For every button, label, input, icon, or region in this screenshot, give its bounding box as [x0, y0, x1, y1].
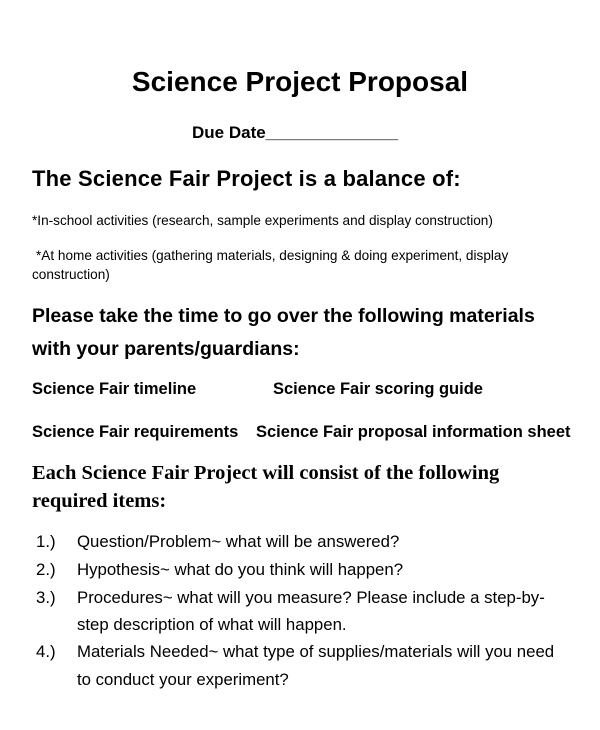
items-heading-line1: Each Science Fair Project will consist of the following — [32, 462, 500, 484]
item-number-3: 3.) — [36, 588, 56, 607]
item-text-3-cont: step description of what will happen. — [77, 615, 347, 634]
balance-heading: The Science Fair Project is a balance of: — [32, 166, 461, 191]
item-number-2: 2.) — [36, 560, 56, 579]
item-number-4: 4.) — [36, 642, 56, 661]
at-home-activities-cont: construction) — [32, 267, 110, 282]
item-text-4-cont: to conduct your experiment? — [77, 670, 289, 689]
document-title: Science Project Proposal — [131, 66, 469, 97]
item-text-3: Procedures~ what will you measure? Please include a step-by- — [77, 588, 545, 607]
materials-heading-line1: Please take the time to go over the following materials — [32, 305, 535, 327]
material-requirements: Science Fair requirements — [32, 423, 239, 441]
material-scoring-guide: Science Fair scoring guide — [273, 380, 483, 398]
materials-heading-line2: with your parents/guardians: — [32, 338, 300, 360]
due-date-field: Due Date______________ — [192, 123, 399, 142]
item-text-4: Materials Needed~ what type of supplies/materials will you need — [77, 642, 555, 661]
item-text-2: Hypothesis~ what do you think will happen? — [77, 560, 404, 579]
item-text-1: Question/Problem~ what will be answered? — [77, 532, 400, 551]
items-heading-line2: required items: — [32, 490, 167, 512]
material-proposal-sheet: Science Fair proposal information sheet — [256, 423, 571, 441]
at-home-activities: *At home activities (gathering materials, designing & doing experiment, display — [36, 248, 509, 263]
material-timeline: Science Fair timeline — [32, 380, 197, 398]
in-school-activities: *In-school activities (research, sample experiments and display construction) — [32, 213, 493, 228]
item-number-1: 1.) — [36, 532, 56, 551]
